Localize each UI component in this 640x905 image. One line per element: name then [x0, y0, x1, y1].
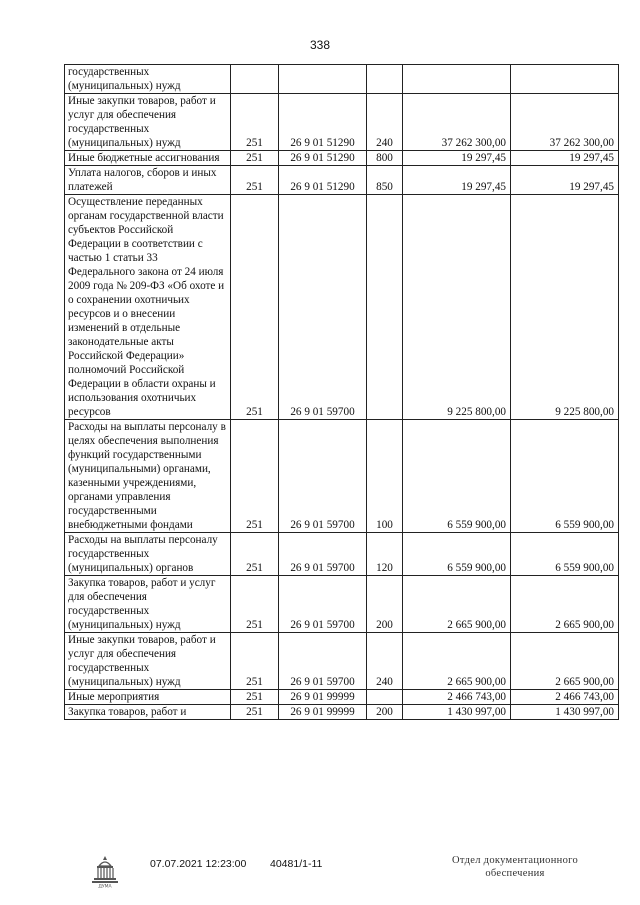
row-type-cell [367, 195, 403, 420]
row-code-cell: 26 9 01 99999 [279, 690, 367, 705]
row-ministry-cell: 251 [231, 633, 279, 690]
row-amount-2-cell: 2 665 900,00 [511, 633, 619, 690]
table-row [65, 94, 619, 151]
row-ministry-cell: 251 [231, 576, 279, 633]
row-type-cell: 240 [367, 633, 403, 690]
row-code-cell: 26 9 01 59700 [279, 420, 367, 533]
row-amount-2-cell: 6 559 900,00 [511, 533, 619, 576]
row-amount-1-cell: 2 665 900,00 [403, 576, 511, 633]
row-ministry-cell: 251 [231, 151, 279, 166]
budget-table [64, 64, 619, 720]
row-type-cell: 800 [367, 151, 403, 166]
row-type-cell: 200 [367, 705, 403, 720]
row-ministry-cell: 251 [231, 533, 279, 576]
row-amount-2-cell: 6 559 900,00 [511, 420, 619, 533]
row-name-cell: государственных (муниципальных) нужд [65, 65, 231, 94]
table-row [65, 65, 619, 94]
row-amount-2-cell [511, 65, 619, 94]
row-ministry-cell: 251 [231, 94, 279, 151]
row-type-cell [367, 690, 403, 705]
row-name-cell: Осуществление переданных органам государственной власти субъектов Российской Федерации в соответствии с частью 1 статьи 33 Федерального закона от 24 июля 2009 года № 209-ФЗ «Об охоте и о сохранении охотничьих ресурсов и о внесении изменений в отдельные законодательные акты Российской Федерации» полномочий Российской Федерации в области охраны и использования охотничьих ресурсов [65, 195, 231, 420]
row-amount-2-cell: 37 262 300,00 [511, 94, 619, 151]
row-amount-1-cell: 6 559 900,00 [403, 533, 511, 576]
row-amount-2-cell: 1 430 997,00 [511, 705, 619, 720]
duma-building-icon [88, 854, 122, 888]
table-row [65, 420, 619, 533]
table-row [65, 166, 619, 195]
row-ministry-cell: 251 [231, 166, 279, 195]
registration-number: 40481/1-11 [270, 858, 323, 870]
row-code-cell [279, 65, 367, 94]
row-type-cell [367, 65, 403, 94]
row-name-cell: Иные закупки товаров, работ и услуг для обеспечения государственных (муниципальных) нужд [65, 94, 231, 151]
row-code-cell: 26 9 01 51290 [279, 94, 367, 151]
row-name-cell: Закупка товаров, работ и [65, 705, 231, 720]
row-amount-1-cell: 1 430 997,00 [403, 705, 511, 720]
row-code-cell: 26 9 01 99999 [279, 705, 367, 720]
row-name-cell: Иные бюджетные ассигнования [65, 151, 231, 166]
row-amount-2-cell: 19 297,45 [511, 166, 619, 195]
row-ministry-cell: 251 [231, 705, 279, 720]
table-row [65, 576, 619, 633]
row-code-cell: 26 9 01 51290 [279, 166, 367, 195]
row-ministry-cell [231, 65, 279, 94]
row-code-cell: 26 9 01 59700 [279, 576, 367, 633]
row-amount-1-cell: 2 466 743,00 [403, 690, 511, 705]
row-amount-2-cell: 2 665 900,00 [511, 576, 619, 633]
row-name-cell: Расходы на выплаты персоналу государственных (муниципальных) органов [65, 533, 231, 576]
row-amount-2-cell: 9 225 800,00 [511, 195, 619, 420]
row-amount-2-cell: 19 297,45 [511, 151, 619, 166]
table-row [65, 533, 619, 576]
row-amount-2-cell: 2 466 743,00 [511, 690, 619, 705]
table-row [65, 633, 619, 690]
table-row [65, 690, 619, 705]
row-type-cell: 200 [367, 576, 403, 633]
department-line-2: обеспечения [485, 868, 545, 879]
row-amount-1-cell: 9 225 800,00 [403, 195, 511, 420]
row-amount-1-cell: 19 297,45 [403, 151, 511, 166]
row-code-cell: 26 9 01 59700 [279, 195, 367, 420]
row-amount-1-cell [403, 65, 511, 94]
row-amount-1-cell: 2 665 900,00 [403, 633, 511, 690]
svg-text:ДУМА: ДУМА [98, 884, 112, 888]
row-code-cell: 26 9 01 51290 [279, 151, 367, 166]
row-name-cell: Закупка товаров, работ и услуг для обеспечения государственных (муниципальных) нужд [65, 576, 231, 633]
row-name-cell: Расходы на выплаты персоналу в целях обеспечения выполнения функций государственными (муниципальными) органами, казенными учреждениями, органами управления государственными внебюджетными фондами [65, 420, 231, 533]
row-code-cell: 26 9 01 59700 [279, 533, 367, 576]
registration-date: 07.07.2021 12:23:00 [150, 858, 247, 870]
page-number: 338 [309, 38, 331, 52]
table-row [65, 195, 619, 420]
row-code-cell: 26 9 01 59700 [279, 633, 367, 690]
page-footer [0, 850, 640, 900]
row-type-cell: 240 [367, 94, 403, 151]
row-amount-1-cell: 37 262 300,00 [403, 94, 511, 151]
row-name-cell: Иные закупки товаров, работ и услуг для обеспечения государственных (муниципальных) нужд [65, 633, 231, 690]
row-ministry-cell: 251 [231, 195, 279, 420]
row-type-cell: 120 [367, 533, 403, 576]
row-type-cell: 850 [367, 166, 403, 195]
row-type-cell: 100 [367, 420, 403, 533]
row-name-cell: Иные мероприятия [65, 690, 231, 705]
department-stamp [440, 854, 590, 880]
row-ministry-cell: 251 [231, 420, 279, 533]
row-ministry-cell: 251 [231, 690, 279, 705]
department-line-1: Отдел документационного [451, 855, 579, 866]
row-amount-1-cell: 19 297,45 [403, 166, 511, 195]
row-name-cell: Уплата налогов, сборов и иных платежей [65, 166, 231, 195]
table-row [65, 705, 619, 720]
table-row [65, 151, 619, 166]
row-amount-1-cell: 6 559 900,00 [403, 420, 511, 533]
